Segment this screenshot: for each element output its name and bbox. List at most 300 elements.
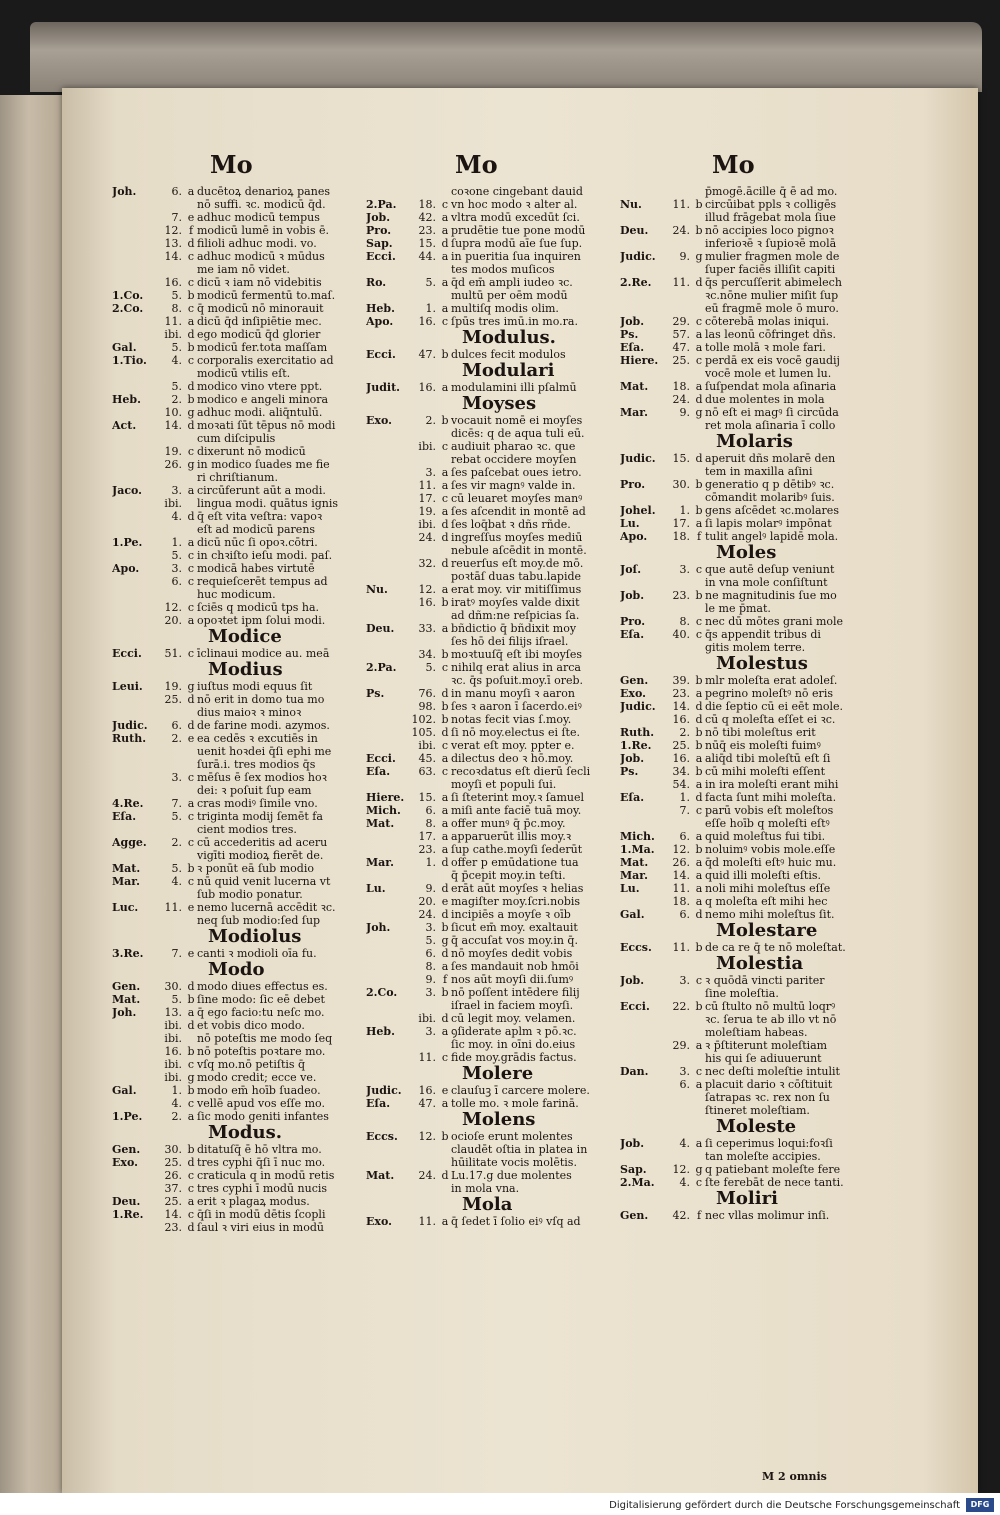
chapter-ref [664, 1052, 693, 1065]
entry-line [112, 497, 402, 510]
book-ref [112, 367, 156, 380]
entry-text: modo credit; ecce ve. [197, 1071, 317, 1084]
chapter-ref: 8. [425, 817, 436, 830]
entry-line [112, 211, 402, 224]
entry-text: rebat occidere moyſen [451, 453, 577, 466]
entry-text: q̄d moleſti eſtꝰ huic mu. [705, 856, 837, 869]
section-letter: b [695, 504, 703, 517]
chapter-ref: 9. [425, 882, 436, 895]
section-letter: f [188, 224, 194, 237]
section-letter: d [187, 693, 195, 706]
chapter-ref [410, 635, 439, 648]
section-letter: a [441, 1215, 449, 1228]
book-ref: Ecci. [366, 348, 396, 361]
entry-line [620, 713, 910, 726]
book-ref [620, 465, 664, 478]
chapter-ref: 5. [171, 549, 182, 562]
section-letter: c [187, 647, 195, 660]
chapter-ref: 4. [679, 1137, 690, 1150]
section-letter: c [187, 562, 195, 575]
section-letter [693, 367, 705, 380]
entry-line [366, 947, 656, 960]
section-letter [693, 1150, 705, 1163]
entry-text: cū leuaret moyſes manꝰ [451, 492, 583, 505]
book-ref [112, 914, 156, 927]
entry-text: adhuc modicū tempus [197, 211, 320, 224]
section-letter: b [441, 414, 449, 427]
section-letter: g [695, 406, 703, 419]
chapter-ref [664, 987, 693, 1000]
entry-line [366, 414, 656, 427]
book-ref: Judic. [620, 452, 656, 465]
book-ref: Ro. [366, 276, 387, 289]
entry-line [620, 289, 910, 302]
chapter-ref: 20. [418, 895, 436, 908]
entry-line [620, 1052, 910, 1065]
chapter-ref: 3. [425, 986, 436, 999]
entry-line [366, 211, 656, 224]
chapter-ref: 1. [171, 1084, 182, 1097]
entry-text: ſpūs tres imū.in mo.ra. [451, 315, 578, 328]
entry-text: eſſe hoīb q moleſti eſtꝰ [705, 817, 830, 830]
entry-line [366, 713, 656, 726]
section-letter [185, 198, 197, 211]
book-ref [366, 635, 410, 648]
entry-text: erit ꝛ plagaꝝ modus. [197, 1195, 310, 1208]
entry-line [112, 224, 402, 237]
section-letter [693, 1026, 705, 1039]
headword: Molere [462, 1063, 534, 1084]
entry-text: eū fragmē mole ō muro. [705, 302, 839, 315]
section-letter: d [187, 328, 195, 341]
entry-line [112, 562, 402, 575]
entry-line [112, 367, 402, 380]
book-ref [366, 1038, 410, 1051]
headword: Modulari [462, 360, 555, 381]
entry-text: parū vobis eſt moleſtos [705, 804, 834, 817]
book-ref [620, 393, 664, 406]
entry-line [366, 276, 656, 289]
chapter-ref [156, 849, 185, 862]
entry-line [112, 328, 402, 341]
entry-line [620, 465, 910, 478]
chapter-ref: 12. [418, 1130, 436, 1143]
book-ref [620, 302, 664, 315]
chapter-ref: 1. [679, 504, 690, 517]
entry-text: ſtineret moleſtiam. [705, 1104, 810, 1117]
section-letter: c [441, 492, 449, 505]
entry-text: nō poteſtis poꝛtare mo. [197, 1045, 326, 1058]
chapter-ref: 7. [171, 797, 182, 810]
section-letter: a [187, 614, 195, 627]
section-letter: c [187, 1058, 195, 1071]
entry-line [620, 804, 910, 817]
book-ref: Gal. [620, 908, 645, 921]
running-head-1: Mo [210, 150, 253, 179]
book-ref [620, 576, 664, 589]
entry-line [620, 1137, 910, 1150]
headword: Modiolus [208, 926, 302, 947]
entry-line [112, 315, 402, 328]
book-ref [366, 492, 410, 505]
chapter-ref: 5. [425, 934, 436, 947]
chapter-ref [664, 602, 693, 615]
entry-text: de farine modi. azymos. [197, 719, 330, 732]
section-letter: a [187, 797, 195, 810]
entry-line [366, 1215, 656, 1228]
section-letter: b [441, 596, 449, 609]
section-letter: c [441, 315, 449, 328]
book-ref [620, 1026, 664, 1039]
section-letter: c [695, 974, 703, 987]
book-ref: Ruth. [112, 732, 147, 745]
entry-line [620, 589, 910, 602]
chapter-ref [156, 888, 185, 901]
section-letter: d [187, 980, 195, 993]
section-letter: e [441, 895, 449, 908]
entry-line [366, 817, 656, 830]
section-letter: a [187, 1110, 195, 1123]
chapter-ref: 16. [418, 1084, 436, 1097]
chapter-ref: 16. [672, 713, 690, 726]
section-letter: a [441, 466, 449, 479]
section-letter [439, 289, 451, 302]
entry-line [366, 198, 656, 211]
book-ref [112, 250, 156, 263]
entry-text: q patiebant moleſte fere [705, 1163, 841, 1176]
headword: Modice [208, 626, 282, 647]
entry-text: ſi lapis molarꝰ impōnat [705, 517, 832, 530]
credit-text: Digitalisierung gefördert durch die Deutsche Forschungsgemeinschaft [609, 1500, 960, 1511]
book-ref: Ecci. [620, 1000, 650, 1013]
column-3 [620, 185, 910, 1222]
chapter-ref: 44. [418, 250, 436, 263]
book-ref [112, 549, 156, 562]
entry-text: noluimꝰ vobis mole.eſſe [705, 843, 836, 856]
section-letter [693, 185, 705, 198]
entry-line [112, 823, 402, 836]
entry-text: nō eſt ei magꝰ ſi circūda [705, 406, 839, 419]
book-ref: 2.Pa. [366, 198, 397, 211]
entry-line [112, 784, 402, 797]
entry-text: nec dū mōtes grani mole [705, 615, 844, 628]
entry-text: in mola vna. [451, 1182, 520, 1195]
entry-line [366, 739, 656, 752]
chapter-ref: 9. [679, 406, 690, 419]
entry-text: las leonū cōfringet dñs. [705, 328, 836, 341]
section-letter: g [187, 406, 195, 419]
entry-line [620, 250, 910, 263]
chapter-ref: 24. [418, 908, 436, 921]
section-letter: e [187, 732, 195, 745]
chapter-ref: 3. [425, 1025, 436, 1038]
chapter-ref: 7. [171, 211, 182, 224]
chapter-ref: 47. [418, 348, 436, 361]
book-ref: Hiere. [366, 791, 405, 804]
chapter-ref: 63. [418, 765, 436, 778]
book-ref [366, 466, 410, 479]
book-ref: 3.Re. [112, 947, 144, 960]
entry-text: erāt aūt moyſes ꝛ helias [451, 882, 584, 895]
entry-text: tulit angelꝰ lapidē mola. [705, 530, 839, 543]
section-letter: b [187, 993, 195, 1006]
book-ref [620, 602, 664, 615]
section-letter [693, 1091, 705, 1104]
book-ref: 1.Tio. [112, 354, 147, 367]
entry-line [620, 687, 910, 700]
chapter-ref: 42. [418, 211, 436, 224]
section-letter: d [695, 700, 703, 713]
entry-line [112, 484, 402, 497]
entry-line [112, 1032, 402, 1045]
entry-line [366, 791, 656, 804]
book-ref [620, 895, 664, 908]
book-ref [620, 419, 664, 432]
entry-line [620, 1078, 910, 1091]
section-letter [693, 576, 705, 589]
entry-text: illud frāgebat mola ſiue [705, 211, 836, 224]
book-ref [366, 609, 410, 622]
section-letter: c [695, 628, 703, 641]
chapter-ref: 3. [171, 771, 182, 784]
section-letter: d [187, 510, 195, 523]
entry-text: aperuit dñs molarē den [705, 452, 836, 465]
chapter-ref: 26. [672, 856, 690, 869]
book-ref: Hiere. [620, 354, 659, 367]
entry-line [620, 237, 910, 250]
entry-line [620, 315, 910, 328]
chapter-ref: 16. [672, 752, 690, 765]
headword: Moles [716, 542, 777, 563]
headword: Moyses [462, 393, 537, 414]
chapter-ref [664, 302, 693, 315]
entry-line [366, 999, 656, 1012]
chapter-ref: 24. [672, 393, 690, 406]
chapter-ref [664, 367, 693, 380]
section-letter: a [695, 830, 703, 843]
entry-text: q moleſta eſt mihi hec [705, 895, 828, 908]
entry-line [620, 504, 910, 517]
chapter-ref: 2. [171, 732, 182, 745]
chapter-ref: 5. [171, 810, 182, 823]
chapter-ref: 6. [171, 719, 182, 732]
entry-text: ſic modo geniti infantes [197, 1110, 329, 1123]
chapter-ref: 30. [164, 980, 182, 993]
entry-text: in vna mole conſiſtunt [705, 576, 828, 589]
chapter-ref [410, 289, 439, 302]
entry-text: adhuc modi. aliq̄ntulū. [197, 406, 323, 419]
entry-line [112, 771, 402, 784]
section-letter: c [187, 1182, 195, 1195]
entry-line [112, 289, 402, 302]
section-letter: g [441, 934, 449, 947]
headword: Molestare [716, 920, 818, 941]
entry-text: multiſq modis olim. [451, 302, 559, 315]
section-letter [693, 1013, 705, 1026]
section-letter: c [187, 276, 195, 289]
chapter-ref: 25. [672, 354, 690, 367]
entry-text: ſte ferebāt de nece tanti. [705, 1176, 844, 1189]
book-ref: Joh. [366, 921, 391, 934]
entry-text: uenit hoꝛdei q̄ſi ephi me [197, 745, 332, 758]
section-letter [185, 849, 197, 862]
book-ref: Mat. [366, 817, 395, 830]
entry-line [620, 739, 910, 752]
entry-line [112, 1071, 402, 1084]
book-ref: Sap. [366, 237, 393, 250]
running-head-3: Mo [712, 150, 755, 179]
entry-text: requieſcerēt tempus ad [197, 575, 328, 588]
entry-text: cum diſcipulis [197, 432, 276, 445]
book-ref: Judic. [620, 700, 656, 713]
book-ref: 2.Co. [366, 986, 398, 999]
chapter-ref: 1. [679, 791, 690, 804]
entry-line [366, 531, 656, 544]
entry-line [366, 453, 656, 466]
entry-text: tem in maxilla aſini [705, 465, 813, 478]
book-ref: Mich. [366, 804, 401, 817]
chapter-ref: 11. [672, 882, 690, 895]
entry-text: in chꝛiſto ieſu modi. paſ. [197, 549, 333, 562]
entry-line [366, 1143, 656, 1156]
chapter-ref [410, 570, 439, 583]
entry-text: erat moy. vir mitiſſimus [451, 583, 582, 596]
entry-line [112, 471, 402, 484]
section-letter [693, 263, 705, 276]
section-letter: b [695, 726, 703, 739]
section-letter: b [187, 1045, 195, 1058]
entry-text: ſine modo: ſic eē debet [197, 993, 325, 1006]
book-ref: Heb. [112, 393, 141, 406]
entry-line [620, 765, 910, 778]
running-head-2: Mo [455, 150, 498, 179]
entry-line [112, 185, 402, 198]
chapter-ref [664, 817, 693, 830]
section-letter [693, 419, 705, 432]
book-ref: Job. [620, 589, 645, 602]
chapter-ref: 11. [672, 941, 690, 954]
chapter-ref: 4. [171, 510, 182, 523]
entry-line [112, 354, 402, 367]
section-letter [439, 453, 451, 466]
book-ref [112, 406, 156, 419]
entry-line [366, 726, 656, 739]
chapter-ref [664, 237, 693, 250]
book-ref [366, 947, 410, 960]
entry-line [112, 458, 402, 471]
entry-text: cras modiꝰ ſimile vno. [197, 797, 318, 810]
section-letter: d [187, 1221, 195, 1234]
entry-text: nec deſti moleſtie intulit [705, 1065, 840, 1078]
book-ref [112, 693, 156, 706]
entry-text: nō poteſtis me modo ſeq [197, 1032, 333, 1045]
chapter-ref: 17. [418, 492, 436, 505]
book-ref [112, 328, 156, 341]
chapter-ref: 105. [411, 726, 436, 739]
section-letter: d [695, 791, 703, 804]
entry-text: tan moleſte accipies. [705, 1150, 821, 1163]
entry-text: que autē deſup veniunt [705, 563, 835, 576]
section-letter: a [441, 479, 449, 492]
entry-line [620, 328, 910, 341]
entry-line [620, 452, 910, 465]
chapter-ref: 19. [418, 505, 436, 518]
chapter-ref: 18. [418, 198, 436, 211]
section-letter [439, 869, 451, 882]
entry-line [366, 830, 656, 843]
book-ref [366, 674, 410, 687]
entry-text: quid moleſtus fui tibi. [705, 830, 826, 843]
entry-text: nos aūt moyſi dii.ſumꝰ [451, 973, 574, 986]
chapter-ref: ibi. [164, 328, 182, 341]
chapter-ref: 4. [171, 354, 182, 367]
section-letter: a [695, 687, 703, 700]
chapter-ref: 2. [171, 836, 182, 849]
chapter-ref [156, 367, 185, 380]
section-letter: d [441, 908, 449, 921]
entry-text: et vobis dico modo. [197, 1019, 305, 1032]
chapter-ref: 51. [164, 647, 182, 660]
entry-line [366, 263, 656, 276]
chapter-ref [664, 289, 693, 302]
section-letter [693, 302, 705, 315]
entry-text: tolle molā ꝛ mole fari. [705, 341, 826, 354]
book-ref: Gal. [112, 341, 137, 354]
book-ref [366, 1143, 410, 1156]
entry-line [620, 354, 910, 367]
headword: Modo [208, 959, 265, 980]
entry-line [112, 406, 402, 419]
entry-line [366, 856, 656, 869]
entry-line [620, 263, 910, 276]
chapter-ref: 13. [164, 237, 182, 250]
chapter-ref [410, 1143, 439, 1156]
section-letter: d [695, 908, 703, 921]
book-ref [366, 830, 410, 843]
section-letter [693, 211, 705, 224]
book-ref [366, 596, 410, 609]
section-letter: c [695, 804, 703, 817]
entry-text: ſic moy. in oīni do.eius [451, 1038, 576, 1051]
entry-text: ne magnitudinis ſue mo [705, 589, 837, 602]
chapter-ref: 2. [171, 393, 182, 406]
book-ref [620, 778, 664, 791]
section-letter [185, 888, 197, 901]
chapter-ref [410, 609, 439, 622]
entry-line [112, 302, 402, 315]
entry-text: ſes loq̄bat ꝛ dñs rñde. [451, 518, 571, 531]
section-letter: d [187, 419, 195, 432]
entry-text: ſes ꝛ aaron ī ſacerdo.eiꝰ [451, 700, 582, 713]
entry-text: de ca re q̄ te nō moleſtat. [705, 941, 846, 954]
entry-text: īclinaui modice au. meā [197, 647, 330, 660]
section-letter [439, 999, 451, 1012]
chapter-ref: 18. [672, 530, 690, 543]
entry-line [112, 980, 402, 993]
book-ref [366, 505, 410, 518]
section-letter: a [187, 1006, 195, 1019]
book-ref [620, 1013, 664, 1026]
chapter-ref: 12. [164, 601, 182, 614]
book-ref: Mich. [620, 830, 655, 843]
book-ref: 2.Pa. [366, 661, 397, 674]
entry-text: dicū q̄d inſipiētie mec. [197, 315, 322, 328]
entry-text: Lu.17.g due molentes [451, 1169, 572, 1182]
chapter-ref: 2. [171, 1110, 182, 1123]
chapter-ref [156, 745, 185, 758]
chapter-ref: 30. [164, 1143, 182, 1156]
chapter-ref: 25. [164, 693, 182, 706]
